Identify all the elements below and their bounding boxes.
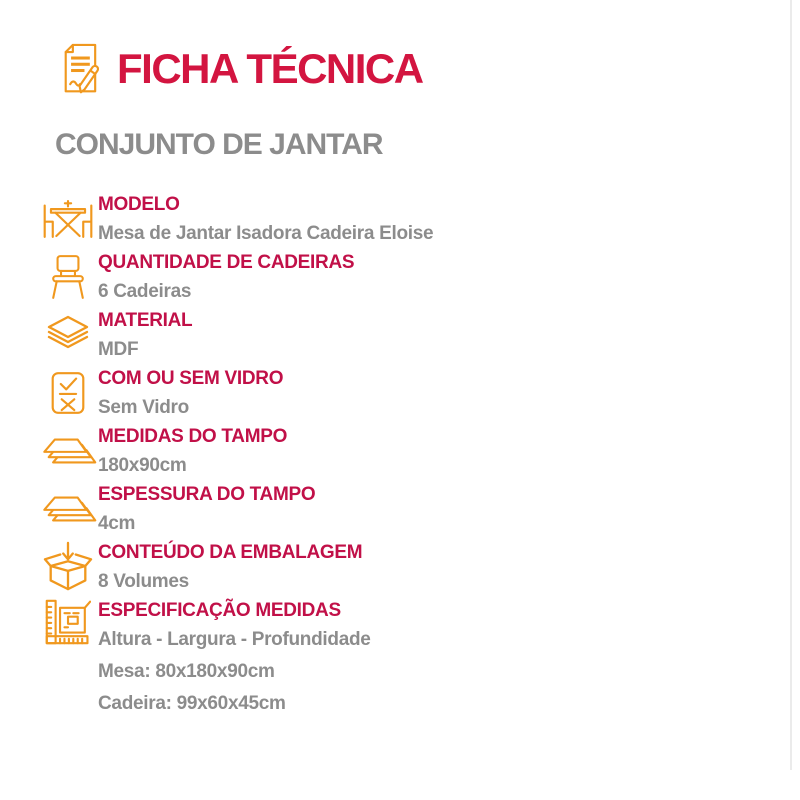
spec-value: Sem Vidro [98, 397, 189, 418]
chair-icon [38, 253, 98, 301]
right-edge-divider [790, 0, 792, 770]
spec-text [98, 422, 750, 480]
dining-table-icon [38, 198, 98, 240]
spec-label: MATERIAL [98, 310, 193, 331]
subtitle: CONJUNTO DE JANTAR [55, 128, 383, 161]
document-pencil-icon [55, 40, 105, 98]
spec-value: 4cm [98, 513, 136, 534]
spec-label: ESPESSURA DO TAMPO [98, 484, 316, 505]
spec-label: COM OU SEM VIDRO [98, 368, 284, 389]
check-x-icon [38, 370, 98, 416]
spec-value: 8 Volumes [98, 571, 189, 592]
spec-label: QUANTIDADE DE CADEIRAS [98, 252, 355, 273]
spec-value: 180x90cm [98, 455, 187, 476]
layers-icon [38, 314, 98, 356]
spec-value: 6 Cadeiras [98, 281, 192, 302]
spec-list [38, 190, 750, 718]
spec-label: MODELO [98, 194, 180, 215]
spec-item [38, 364, 750, 422]
spec-item [38, 480, 750, 538]
spec-label: ESPECIFICAÇÃO MEDIDAS [98, 600, 341, 621]
spec-text [98, 364, 750, 422]
spec-item [38, 422, 750, 480]
spec-item [38, 306, 750, 364]
spec-item [38, 538, 750, 596]
spec-value: Cadeira: 99x60x45cm [98, 693, 286, 714]
tabletop-stack-icon [38, 436, 98, 466]
spec-text [98, 190, 750, 248]
spec-text [98, 248, 750, 306]
spec-value: Mesa: 80x180x90cm [98, 661, 275, 682]
open-box-icon [38, 541, 98, 593]
page-title: FICHA TÉCNICA [117, 45, 423, 92]
header [55, 40, 423, 98]
spec-value: Mesa de Jantar Isadora Cadeira Eloise [98, 223, 434, 244]
spec-label: MEDIDAS DO TAMPO [98, 426, 288, 447]
spec-text [98, 306, 750, 364]
spec-text [98, 480, 750, 538]
tabletop-stack-icon [38, 494, 98, 524]
spec-text [98, 596, 750, 718]
spec-item [38, 190, 750, 248]
blueprint-ruler-icon [38, 598, 98, 646]
spec-text [98, 538, 750, 596]
spec-label: CONTEÚDO DA EMBALAGEM [98, 542, 363, 563]
spec-value: Altura - Largura - Profundidade [98, 629, 371, 650]
spec-item [38, 596, 750, 718]
spec-item [38, 248, 750, 306]
spec-value: MDF [98, 339, 139, 360]
